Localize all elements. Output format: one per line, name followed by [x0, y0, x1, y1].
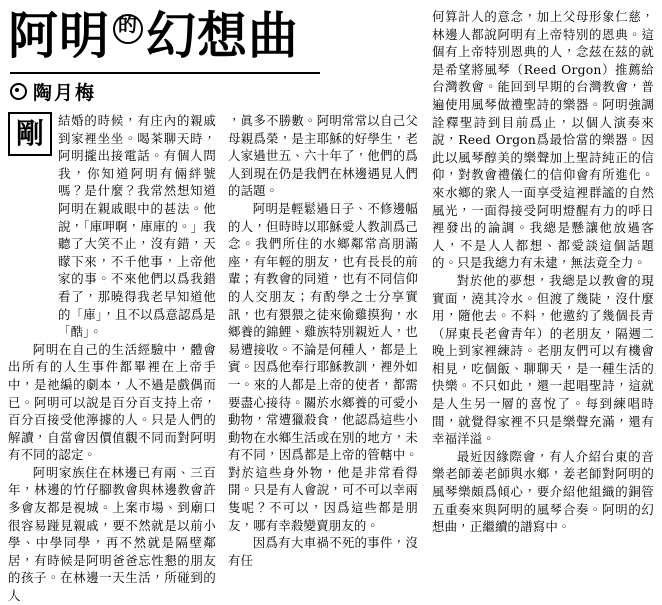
paragraph: 阿明家族住在林邊已有兩、三百年，林邊的竹仔腳教會與林邊教會許多會友都是視城。上案市場、到廟口很容易踫見親戚，要不然就是以前小學、中學同學，再不然就是隔壁鄰居，有時候是阿明爸爸忘性懇的朋友的孩子。在林邊一天生活，所碰到的人 — [8, 464, 216, 604]
title-circle-char: 的 — [113, 14, 143, 44]
paragraph: 何算計人的意念，加上父母形象仁慈，林邊人都說阿明有上帝特別的恩典。這個有上帝特別恩典的人，念茲在茲的就是希望將風琴（Reed Orgon）推薦給台灣教會。能回到早期的台灣教會，普遍使用風琴做禮聖詩的樂器。阿明強調詮釋聖詩到目前爲止，以個人演奏來說，Reed Orgon爲最恰當的樂器。因此以風琴醇美的樂聲加上聖詩純正的信仰，對教會禮儀仁的信仰會有所進化。來水鄉的衆人一面享受這裡群謐的自然風光，一面得接受阿明燈醒有力的呼日裡發出的論調。我總是懸讓他放過客人，不是人人都想、都愛談這個話題的。只是我總力有未逮，無法竟全力。 — [432, 9, 654, 271]
page-title — [8, 8, 299, 64]
masthead — [8, 6, 328, 88]
title-underline — [10, 72, 320, 74]
paragraph: 阿明在自己的生活經驗中，體會出所有的人生事件都畢裡在上帝手中，是祂編的劇本，人不過是戲偶而已。阿明可以說是百分百支持上帝，百分百接受他濘據的人。只是人們的解讀，自當會因價值觀不同而對阿明有不同的認定。 — [8, 341, 216, 463]
paragraph: ，眞多不勝數。阿明常常以自己父母親爲榮，是主耶穌的好學生，老人家過世五、六十年了，他們的爲人到現在仍是我們在林邊遇見人們的話題。 — [228, 113, 418, 199]
paragraph: 最近因緣際會，有人介紹台東的音樂老師姜老師與水鄉，姜老師對阿明的風琴樂頗爲傾心，要介紹他組織的銅管五重奏來與阿明的風琴合奏。阿明的幻想曲，正繼續的譜寫中。 — [432, 448, 654, 535]
byline — [10, 78, 96, 105]
text-column-2 — [228, 112, 418, 569]
author-name: 陶月梅 — [33, 82, 97, 104]
drop-cap: 剛 — [8, 112, 52, 156]
paragraph: 因爲有大車禍不死的事件，沒有任 — [228, 535, 418, 568]
title-part1: 阿明 — [8, 6, 110, 65]
text-column-3 — [432, 8, 654, 536]
paragraph: 結婚的時候，有庄內的親戚到家裡坐坐。喝茶聊天時，阿明攏出接電話。有個人問我，你知道阿明有倆絆號嗎？是什麼？我常然想知道阿明在親戚眼中的甚法。他說，「庫呷啊，庫庫的。」我聽了大笑不止，沒有錯，天矇下來，不千他事，上帝他家的事。不來他們以爲我錯看了，那曉得我老早知道他的「庫」，且不以爲意認爲是「酷」。 — [58, 113, 216, 340]
bullet-icon — [10, 83, 27, 100]
paragraph: 對於他的夢想，我總是以教會的現實面，澆其冷水。但渡了幾陡，沒什麼用，隨他去。不料，他邀約了幾個長青（屏東長老會青年）的老朋友，隔週二晚上到家裡練詩。老朋友們可以有機會相見，吃個飯、聊聊天，是一種生活的快樂。不只如此，還一起唱聖詩，這就是人生另一層的喜悅了。每到練唱時間，就覺得家裡不只是樂聲充滿，還有幸福洋溢。 — [432, 272, 654, 447]
title-part2: 幻想曲 — [146, 6, 299, 65]
text-column-1 — [8, 112, 216, 605]
paragraph: 阿明是輕鬆過日子、不修邊幅的人，但時時以耶穌愛人教訓爲己念。我們所住的水鄉鄰常高朋滿座，有年輕的朋友，也有長長的前輩；有教會的同道，也有不同信仰的人交朋友；有酌學之士分享實訊，也有猥猥之徒來偷雞摸狗，水鄉養的錦鯉、雞族特別親近人，也易遭接收。不論是何種人，都是上賓。因爲他奉行耶穌教訓，裡外如一。來的人都是上帝的使者，都需要盡心接待。關於水鄉養的可愛小動物，常遭獵殺食，他認爲這些小動物在水鄉生活或在別的地方，未有不同，因爲都是上帝的管轄中。對於這些身外物，他是非常看得開。只是有人會說，可不可以幸兩隻呢？不可以，因爲這些都是朋友，哪有幸殺變賣朋友的。 — [228, 200, 418, 533]
